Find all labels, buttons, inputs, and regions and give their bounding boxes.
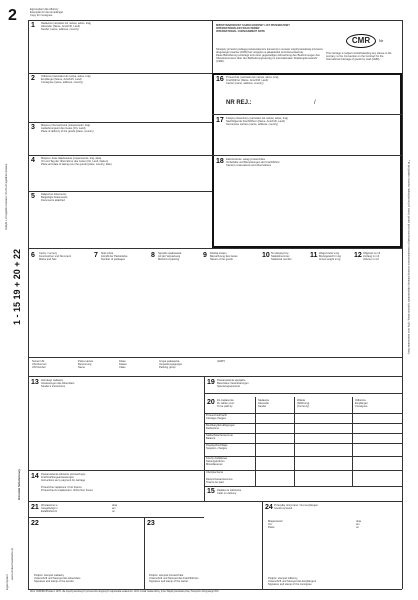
box-number-20: 20: [207, 399, 215, 406]
box-successive-carriers-label: Kolejni przewoźnicy (nazwisko lub nazwa, adres, kraj) Nachfolgende Frachtführer (Name, Anschrift, Land) Successive carriers (name, address, country): [226, 117, 288, 126]
line-goods-bottom: [28, 357, 402, 358]
box-number-21: 21: [31, 504, 39, 511]
company-url: www.drukarniaskielce.pl: [10, 547, 14, 580]
box-sender-label: Nadawca (nazwisko lub nazwa, adres, kraj) Absender (Name, Anschrift, Land) Sender (name, address, country): [41, 22, 91, 31]
goods-col-6-number: 6: [31, 252, 35, 259]
box-number-3: 3: [31, 124, 35, 131]
line-after-box14: [28, 501, 402, 502]
box-sender-instructions-label: Instrukcje nadawcy Anweisungen des Absenders Sender's instructions: [41, 379, 75, 388]
convention-text-en: This carriage is subject notwithstanding any clause to the contrary, to the Convention on the Contract for the International Carriage of goods by road (CMR).: [326, 52, 392, 61]
box-number-5: 5: [31, 193, 35, 200]
b20-col-currency: Waluta (Währung) (Currency): [297, 399, 310, 408]
box-carrier-label: Przewoźnik (nazwisko lub nazwa, adres, kraj) Frachtführer (Name, Anschrift, Land) Carrier (name, address, country): [226, 76, 279, 85]
box-number-22: 22: [31, 520, 39, 527]
goods-col-8-label: Sposób opakowania Art der Verpackung Method of packing: [158, 252, 182, 261]
line-after-box20: [204, 486, 402, 487]
goods-col-11-number: 11: [310, 252, 318, 259]
goods-col-12-number: 12: [354, 252, 362, 259]
line-after-box21: [28, 517, 204, 518]
box-established-date-label: dnia am on: [112, 504, 117, 513]
registration-number-separator: /: [314, 100, 316, 106]
box-taking-over-label: Miejsce i data załadowania (miejscowość, kraj, data) Ort und Tag der Übernahme des Gutes (Ort, Land, Datum) Place and date of taking over the goods (place, country, date): [41, 157, 112, 166]
b20-row-misc: Koszty dodatkowe Nebengebühren Miscellaneous: [206, 457, 228, 466]
proper-name-label: Pełna nazwa Benennung Name: [78, 360, 93, 369]
box-number-13: 13: [31, 379, 39, 386]
box-cash-on-delivery-label: Zapłata za zaliczenie Cash on delivery: [217, 489, 242, 495]
box-goods-received-label: Przesyłkę otrzymano / Gut empfangen Goods received: [274, 504, 319, 510]
goods-received-date-label: dnia am on: [356, 520, 361, 529]
box-number-18: 18: [216, 158, 224, 165]
box-to-be-paid-label: Do zapłacenia Zu zahlen vom: To be paid by: [217, 399, 235, 408]
goods-col-9-number: 9: [203, 252, 207, 259]
b20-col-line-2: [294, 397, 295, 486]
line-after-box2: [28, 122, 212, 123]
goods-received-place-label: Miejscowość Ort Place: [268, 520, 283, 529]
convention-text: Niniejszy przewóz podlega postanowieniom konwencji o umowie międzynarodowej przewozu drogowego towarów (CMR) bez względu na jakąkolwiek przeciwną klauzulę. Diese Beförderung unterliegt trotz einer gegenteiligen Abmachung den Bestimmungen des Übereinkommens über den Beförderungsvertrag im internationalen Straßengüterverkehr (CMR).: [216, 48, 323, 63]
line-after-box1: [28, 73, 212, 74]
box-number-1: 1: [31, 22, 35, 29]
line-after-box17: [212, 155, 402, 156]
line-goods-top: [28, 248, 402, 249]
b20-col-consignee: Odbiorca Empfänger Consignee: [355, 399, 368, 408]
box-number-17: 17: [216, 117, 224, 124]
box-documents-label: Załączone dokumenty Beigefügte Dokumente Documents attached: [41, 193, 68, 202]
box-number-14: 14: [31, 473, 39, 480]
lower-center-divider: [204, 376, 205, 501]
payment-options: Przewoźne zapłacone / Frei Franco Przewoźne do zapłacenia / Unfrei Non franco: [41, 486, 94, 492]
line-after-box13: [28, 470, 204, 471]
packing-group-label: Grupa pakowania Verpackungsgruppe Packing group: [159, 360, 183, 369]
box-number-2: 2: [31, 75, 35, 82]
line-adr-bottom: [28, 376, 402, 377]
goods-col-9-label: Rodzaj towaru Bezeichnung des Gutes Nature of the goods: [210, 252, 238, 261]
box-number-19: 19: [207, 379, 215, 386]
brand-text: Egzemplarz: [5, 574, 9, 590]
un-number-label: Numer UN UN-Nummer UN Number: [32, 360, 47, 369]
box-consignee-label: Odbiorca (nazwisko lub nazwa, adres, kraj) Empfänger (Name, Anschrift, Land) Consignee (name, address, country): [41, 75, 91, 84]
divider-22-23: [144, 517, 145, 589]
divider-23-24: [262, 501, 263, 589]
carrier-signature-label: Podpis i stempel przewoźnika Unterschrift und Stempel des Frachtführers Signature and stamp of the carrier: [149, 574, 199, 583]
class-label: Klasa Klasse Class: [119, 360, 127, 369]
goods-col-7-number: 7: [94, 252, 98, 259]
cmr-logo: CMR: [346, 34, 376, 48]
box-number-24: 24: [265, 504, 273, 511]
b20-col-line-1: [255, 397, 256, 486]
company-stamp-text: Ośrodek Szkoleniowy: [17, 468, 21, 500]
frame-top-line: [28, 20, 402, 21]
goods-col-6-label: Cechy i numery Kennzeichen und Nummern Marks and Nos: [39, 252, 72, 261]
sender-signature-label: Podpis i stempel nadawcy Unterschrift und Stempel des Absenders Signature and stamp of the sender: [34, 574, 81, 583]
copy-number: 2: [8, 7, 17, 24]
box-carrier-reservations-label: Zastrzeżenia i uwagi przewoźnika Vorbehalte und Bemerkungen der Frachtführer Carrier's reservations and observations: [226, 158, 280, 167]
side-band-fields: 1 - 15 19 + 20 + 22: [12, 248, 22, 325]
b20-row-carriage: Przewoźne/Fracht Carriage charges: [206, 414, 227, 420]
b20-row-balance: Saldo/Zwischensumme Balance: [206, 434, 233, 440]
footer-note: Wzór CMR/IRU/Polska z 1976. dla międzynarodowych przewozów drogowych odpowiada ustaleniom. Wzór został zatwierdzony przez Międzynarodową Unię Transportu Drogowego IRU.: [30, 591, 220, 593]
box-number-16: 16: [216, 76, 224, 83]
consignee-signature-label: Podpis i stempel odbiorcy Unterschrift und Stempel des Empfängers Signature and stamp of the consignee: [268, 577, 317, 586]
goods-col-7-label: Ilość sztuk Anzahl der Packstücke Number of packages: [101, 252, 128, 261]
goods-col-11-label: Waga brutto w kg Bruttogewicht in kg Gross weight in kg: [319, 252, 341, 261]
box-number-23: 23: [147, 520, 155, 527]
b20-row-total: Razem/Gesamtsumme Total to be paid: [206, 478, 233, 484]
goods-col-10-label: Nr statystyczny Statistiknummer Statistical number: [271, 252, 292, 261]
frame-bottom-line: [28, 589, 402, 590]
line-after-box19: [204, 393, 402, 394]
b20-col-line-3: [352, 397, 353, 486]
copy-label: Egzemplarz dla odbiorcy Exemplar für den Empfänger Copy for consignee: [30, 8, 64, 17]
line-after-box3: [28, 155, 212, 156]
box-special-agreements-label: Postanowienia specjalne Besondere Vereinbarungen Special agreements: [217, 379, 249, 388]
line-after-box16: [212, 114, 402, 115]
registration-number-label: NR REJ.:: [226, 100, 252, 106]
frame-left-line: [28, 20, 29, 589]
right-margin-note: * W przypadku towarów niebezpiecznych należy podać poza ewentualnym zaświadczeniem ostatnią kolumnę odpowiednich wykazów klasę, cyfrę oraz ewentualnie literę.: [407, 160, 410, 355]
box-number-4: 4: [31, 157, 35, 164]
line-after-box4: [28, 191, 212, 192]
goods-col-10-number: 10: [262, 252, 270, 259]
document-title: MIĘDZYNARODOWY SAMOCHODOWY LIST PRZEWOZOWY INTERNATIONALER FRACHTBRIEF INTERNATIONAL CONSIGNMENT NOTE: [216, 24, 290, 33]
adr-label: (ADR*): [217, 360, 226, 363]
frame-right-line: [402, 20, 403, 589]
box-delivery-place-label: Miejsce przeznaczenia (miejscowość, kraj) Auslieferungsort des Gutes (Ort, Land) Place of delivery of the goods (place, country): [41, 124, 94, 133]
cmr-nr-label: Nr: [379, 38, 384, 43]
b20-row-insurance: Ubezpieczenie: [206, 471, 224, 474]
b20-row-supplements: Dopłaty/Zuschläge Supplem. charges: [206, 444, 228, 450]
box-payment-instructions-label: Postanowienia odnośnie przewoźnego Frachtzahlungsanweisungen Instructions as to payment for carriage: [41, 473, 86, 482]
b20-row-deductions: Bonifikaty/Ermäßigungen Deductions: [206, 424, 235, 430]
box-number-15: 15: [207, 488, 215, 495]
goods-col-12-label: Objętość w m3 Umfang in m3 Volume in m3: [363, 252, 381, 261]
goods-col-8-number: 8: [151, 252, 155, 259]
b20-col-sender: Nadawca Absender Sender: [258, 399, 270, 408]
box-established-in-label: Wystawiono w Ausgefertigt in Established in: [41, 504, 58, 513]
side-band-note: Rubryki 1-15 wypełnia nadawca; 19+20+22 wypełnia nadawca.: [5, 163, 8, 230]
